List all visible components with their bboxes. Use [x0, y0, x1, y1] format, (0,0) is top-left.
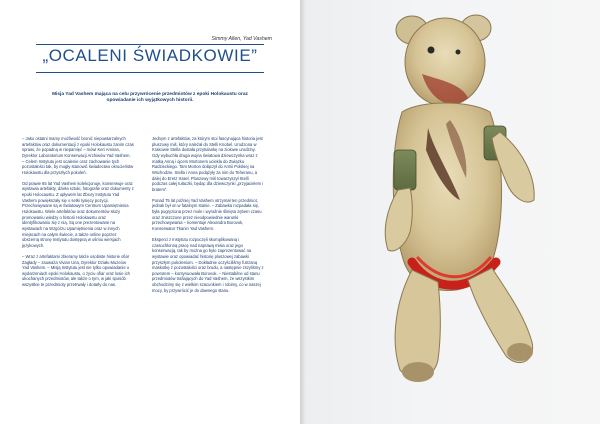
- text-column-right: [152, 136, 264, 299]
- paragraph: Ponad 75 lat później Yad Vashem otrzymał ten przedmiot, jednak był on w fatalnym stanie. – Zabawka rozpadała się, była pogryziona przez mole i wyraźnie ślinięta zębem czasu oraz zniszczone przez nieodpowiednie warunki przechowywania – komentuje Alexandra Borovok, Konserwator Tkanin Yad Vashem.: [152, 197, 262, 232]
- eye-left-icon: [428, 47, 435, 54]
- teddy-bear-photo: [300, 0, 600, 424]
- title-rule-bottom: [36, 72, 264, 73]
- paragraph: Jednym z artefaktów, za którym stoi fascynująca historia jest pluszowy miś, który należał do Stelli Knobel. Urodzona w Krakowie Stella dostała przytulankę na ziołowe urodziny. Gdy wybuchła druga wojna światowa dziewczynka wraz z matką Anną i ojcem Mortonem ucieklа do Związku Radzieckiego. Tam Morton dołączył do Armii Polskiej na Wschodzie. Stella i Anna podążyły za nim do Teheranu, a dalej do Eretz Israel. Pluszowy miś towarzyszył Stelli podczas całej tułaczki, będąc dla dziewczynki „przyjacielem i bratem”.: [152, 136, 264, 192]
- foot-pad: [507, 343, 533, 361]
- title-rule-top: [36, 44, 264, 45]
- text-column-left: [22, 136, 134, 293]
- foot-pad: [402, 362, 434, 382]
- article-title: „OCALENI ŚWIADKOWIE”: [42, 46, 258, 65]
- author-byline: Simmy Allen, Yad Vashem: [211, 36, 272, 42]
- sleeve-left: [394, 150, 416, 190]
- paragraph: – Jako ostatni mamy możliwość bronić niepowtarzalnych artefaktów oraz dokumentacji z epoki Holokaustu zanim czas sprawi, że popadną w niepamięć – mówi Keri Amiran, Dyrektor Laboratorium Konserwacji Archiwów Yad Vashem. – Celem Instytutu jest ocalenie oraz zachowanie tych pozostałości tak, by mogły stanowić świadectwo okrucieństw Holokaustu dla przyszłych pokoleń.: [22, 136, 134, 175]
- photo-page: [300, 0, 600, 424]
- page-spine: [300, 0, 306, 424]
- eye-right-icon: [456, 50, 461, 55]
- paragraph: – Wraz z artefaktami zbieramy także osobiste historie ofiar Zagłady – zauważa Vivian Uria, Dyrektor Działu Muzeów Yad Vashem. – Misją Instytutu jest nie tylko opowiadanie o wydarzeniach epoki Holokaustu, o życiu ofiar oraz losie ich ukochanych przedmiotów, ale także o tym, w jaki sposób wszystkie te przedmioty przetrwały i dotarły do nas.: [22, 253, 130, 288]
- paragraph: Eksperci z Instytutu rozpoczęli skomplikowaną i czasochłonną pracę nad naprawą misia oraz jego konserwacją, tak by można go było zaprezentować na wystawie oraz opowiadać historię pluszowej zabawki przyszłym pokoleniom. – Dokładnie oczyściliśmy futrzaną maskotkę z pozostałości oraz brudu, a następnie zszyliśmy z powrotem – kontynuowała Borovok. – Niestabilne od stanu przedmiotów trafiających do Yad Vashem, że wszystkim obchodzimy się z wielkim szacunkiem i robimy, co w naszej mocy, by przywrócić je do dawnego stanu.: [152, 236, 264, 293]
- paragraph: Od prawie 65 lat Yad Vashem kolekcjonuje, konserwuje oraz wystawia artefakty, dzieła sztuki, fotografie oraz dokumenty z epoki Holocaustu. Z upływem lat Zbiory Instytutu Yad Vashem powiększały się o setki tysięcy pozycji. Przechowywane są w Światowym Centrum Upamiętnienia Holokaustu. Wiele artefaktów oraz dokumentów służy promowaniu wiedzy o historii Holokaustu oraz identyfikowaniu się z nią. Są one prezentowane na wystawach na Wzgórzu Upamiętnienia oraz w innych miejscach na całym świecie, a także online poprzez obszerną stronę Instytutu dostępną w ośmiu wersjach językowych.: [22, 180, 134, 248]
- article-lead: Misja Yad Vashem mająca na celu przywrócenie przedmiotów z epoki Holokaustu oraz opowiadanie ich wyjątkowych historii.: [52, 92, 248, 104]
